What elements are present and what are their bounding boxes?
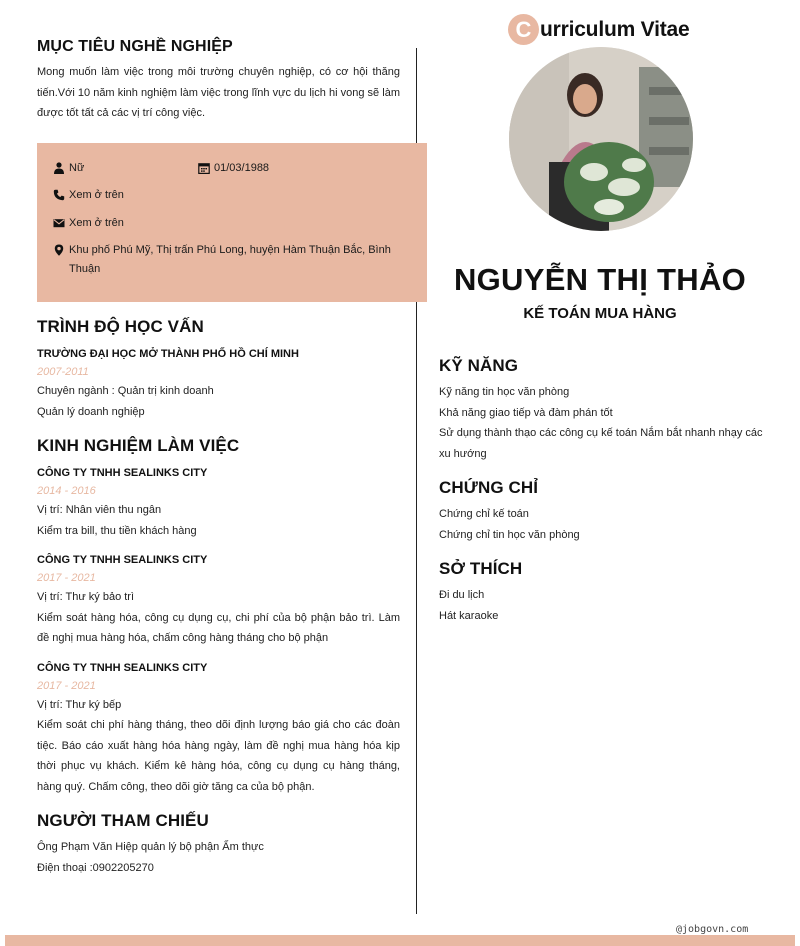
contact-box xyxy=(37,143,427,302)
skills-section xyxy=(439,356,774,464)
objective-heading: MỤC TIÊU NGHỀ NGHIỆP xyxy=(37,38,233,55)
skill-item: Kỹ năng tin học văn phòng xyxy=(439,386,570,398)
cv-initial-badge: C xyxy=(508,14,539,45)
hobbies-section xyxy=(439,559,774,626)
profile-photo-illustration xyxy=(509,47,693,231)
objective-section xyxy=(37,38,400,124)
education-years: 2007-2011 xyxy=(37,366,89,378)
contact-phone xyxy=(53,186,124,205)
calendar-icon xyxy=(198,162,210,174)
objective-text: Mong muốn làm việc trong môi trường chuyên nghiệp, có cơ hội thăng tiến.Với 10 năm kinh nghiệm làm việc trong lĩnh vực du lịch hi vong sẽ làm được tốt tất cả các vị trí công việc. xyxy=(37,66,400,119)
job-description: Kiểm tra bill, thu tiền khách hàng xyxy=(37,524,197,537)
cv-title-text: urriculum Vitae xyxy=(540,17,690,41)
footer-bar xyxy=(5,935,795,946)
cv-title xyxy=(508,14,690,45)
experience-heading: KINH NGHIỆM LÀM VIỆC xyxy=(37,436,240,455)
job-years: 2017 - 2021 xyxy=(37,572,96,584)
job-company: CÔNG TY TNHH SEALINKS CITY xyxy=(37,554,208,566)
job-position: Vị trí: Thư ký bảo trì xyxy=(37,591,135,603)
watermark: @jobgovn.com xyxy=(676,924,749,935)
contact-birthdate xyxy=(198,159,269,178)
left-column-lower xyxy=(37,317,400,878)
certificate-item: Chứng chỉ kế toán xyxy=(439,508,529,520)
references-section xyxy=(37,811,400,878)
skills-heading: KỸ NĂNG xyxy=(439,356,519,375)
education-section xyxy=(37,317,400,422)
certificate-item: Chứng chỉ tin học văn phòng xyxy=(439,528,580,541)
candidate-name: NGUYỄN THỊ THẢO xyxy=(453,262,747,297)
hobby-item: Đi du lịch xyxy=(439,589,485,601)
contact-address xyxy=(53,241,398,278)
left-column xyxy=(37,38,400,124)
job-description: Kiểm soát chi phí hàng tháng, theo dõi định lượng báo giá cho các đoàn tiệc. Báo cáo xuất hàng hóa hàng ngày, làm đề nghị mua hàng hóa kịp thời phục vụ khách. Kiểm kê hàng hóa, công cụ dụng cụ hàng tháng, hàng quý. Chấm công, theo dõi giờ tăng ca của bộ phận. xyxy=(37,719,400,793)
contact-email-value: Xem ở trên xyxy=(69,217,124,229)
candidate-role: KẾ TOÁN MUA HÀNG xyxy=(523,305,677,322)
job-years: 2017 - 2021 xyxy=(37,679,96,692)
education-line: Quản lý doanh nghiệp xyxy=(37,405,145,418)
contact-gender xyxy=(53,159,84,178)
envelope-icon xyxy=(53,217,65,229)
location-pin-icon xyxy=(53,244,65,256)
right-column xyxy=(439,356,774,626)
contact-address-value: Khu phố Phú Mỹ, Thị trấn Phú Long, huyện Hàm Thuận Bắc, Bình Thuận xyxy=(69,244,391,275)
education-line: Chuyên ngành : Quản trị kinh doanh xyxy=(37,385,214,397)
contact-birthdate-value: 01/03/1988 xyxy=(214,162,270,174)
job-description: Kiểm soát hàng hóa, công cụ dụng cụ, chi phí của bộ phận bảo trì. Làm đề nghị mua hàng hóa, chấm công hàng tháng cho bộ phận xyxy=(37,611,400,644)
job-position: Vị trí: Thư ký bếp xyxy=(37,698,122,711)
job-position: Vị trí: Nhân viên thu ngân xyxy=(37,504,162,516)
job-entry xyxy=(37,551,400,649)
experience-section xyxy=(37,436,400,797)
phone-icon xyxy=(53,189,65,201)
hobbies-heading: SỞ THÍCH xyxy=(439,559,523,578)
references-heading: NGƯỜI THAM CHIẾU xyxy=(37,811,209,830)
education-school: TRƯỜNG ĐẠI HỌC MỞ THÀNH PHỐ HỒ CHÍ MINH xyxy=(37,348,299,360)
skill-item: Khả năng giao tiếp và đàm phán tốt xyxy=(439,406,613,419)
contact-phone-value: Xem ở trên xyxy=(69,189,124,201)
education-heading: TRÌNH ĐỘ HỌC VẤN xyxy=(37,317,204,336)
certificates-heading: CHỨNG CHỈ xyxy=(439,478,539,497)
contact-email xyxy=(53,214,124,233)
skill-item: Sử dụng thành thạo các công cụ kế toán Nắm bắt nhanh nhạy các xu hướng xyxy=(439,427,763,460)
job-entry xyxy=(37,659,400,798)
profile-photo xyxy=(509,47,693,231)
job-entry xyxy=(37,464,400,541)
job-company: CÔNG TY TNHH SEALINKS CITY xyxy=(37,661,208,674)
reference-line: Ông Phạm Văn Hiệp quản lý bộ phận Ẩm thực xyxy=(37,841,264,853)
hobby-item: Hát karaoke xyxy=(439,609,499,622)
person-icon xyxy=(53,162,65,174)
certificates-section xyxy=(439,478,774,545)
job-years: 2014 - 2016 xyxy=(37,485,96,497)
contact-gender-value: Nữ xyxy=(69,162,85,174)
reference-line: Điện thoại :0902205270 xyxy=(37,861,154,874)
job-company: CÔNG TY TNHH SEALINKS CITY xyxy=(37,467,208,479)
